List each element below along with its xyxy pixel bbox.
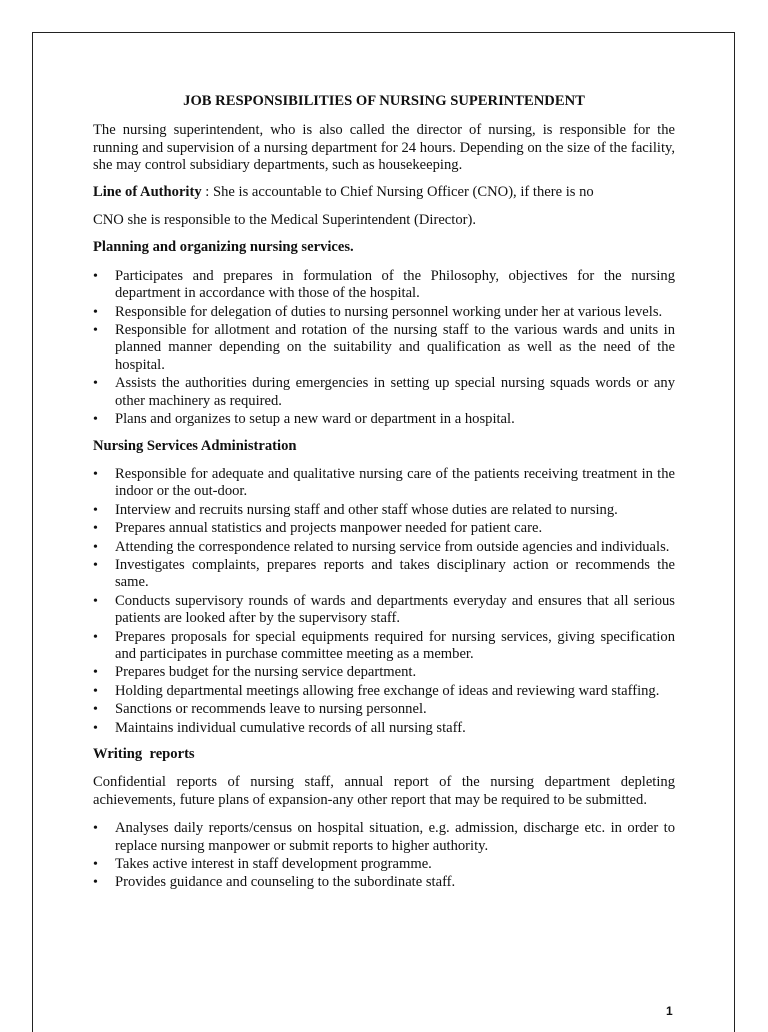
reports-list [93, 820, 675, 892]
line-of-authority [93, 184, 675, 201]
list-item: • Takes active interest in staff development programme. [93, 856, 675, 873]
list-item: • Responsible for adequate and qualitative nursing care of the patients receiving treatment in the indoor or the out-door. [93, 466, 675, 501]
list-item: • Interview and recruits nursing staff and other staff whose duties are related to nursing. [93, 502, 675, 519]
intro-paragraph: The nursing superintendent, who is also called the director of nursing, is responsible for the running and supervision of a nursing department for 24 hours. Depending on the size of the facility, she may control subsidiary departments, such as housekeeping. [93, 122, 675, 174]
line-of-authority-continued: CNO she is responsible to the Medical Superintendent (Director). [93, 212, 476, 229]
planning-list [93, 268, 675, 429]
list-item: • Attending the correspondence related to nursing service from outside agencies and individuals. [93, 539, 675, 556]
line-of-authority-text: : She is accountable to Chief Nursing Officer (CNO), if there is no [201, 183, 594, 200]
list-item: • Prepares proposals for special equipments required for nursing services, giving specification and participates in purchase committee meeting as a member. [93, 629, 675, 664]
page-number: 1 [666, 1004, 673, 1018]
list-item: • Participates and prepares in formulation of the Philosophy, objectives for the nursing department in accordance with those of the hospital. [93, 268, 675, 303]
list-item: • Provides guidance and counseling to the subordinate staff. [93, 874, 675, 891]
list-item: • Prepares budget for the nursing service department. [93, 664, 675, 681]
list-item: • Prepares annual statistics and projects manpower needed for patient care. [93, 520, 675, 537]
list-item: • Sanctions or recommends leave to nursing personnel. [93, 701, 675, 718]
list-item: • Conducts supervisory rounds of wards and departments everyday and ensures that all serious patients are looked after by the supervisory staff. [93, 593, 675, 628]
reports-paragraph: Confidential reports of nursing staff, annual report of the nursing department depleting achievements, future plans of expansion-any other report that may be required to be submitted. [93, 774, 675, 808]
line-of-authority-label: Line of Authority [93, 183, 202, 200]
section-heading-planning: Planning and organizing nursing services. [93, 239, 354, 256]
list-item: • Maintains individual cumulative records of all nursing staff. [93, 720, 675, 737]
list-item: • Holding departmental meetings allowing free exchange of ideas and reviewing ward staffing. [93, 683, 675, 700]
section-heading-reports: Writing reports [93, 746, 195, 762]
list-item: • Analyses daily reports/census on hospital situation, e.g. admission, discharge etc. in order to replace nursing manpower or submit reports to higher authority. [93, 820, 675, 855]
document-body [93, 93, 675, 901]
section-heading-administration: Nursing Services Administration [93, 437, 297, 454]
list-item: • Assists the authorities during emergencies in setting up special nursing squads words or any other machinery as required. [93, 375, 675, 410]
list-item: • Responsible for delegation of duties to nursing personnel working under her at various levels. [93, 304, 675, 321]
list-item: • Plans and organizes to setup a new ward or department in a hospital. [93, 411, 675, 428]
list-item: • Responsible for allotment and rotation of the nursing staff to the various wards and units in planned manner depending on the suitability and qualification as well as the need of the hospital. [93, 322, 675, 374]
document-title: JOB RESPONSIBILITIES OF NURSING SUPERINTENDENT [183, 93, 585, 109]
administration-list [93, 466, 675, 737]
list-item: • Investigates complaints, prepares reports and takes disciplinary action or recommends the same. [93, 557, 675, 592]
